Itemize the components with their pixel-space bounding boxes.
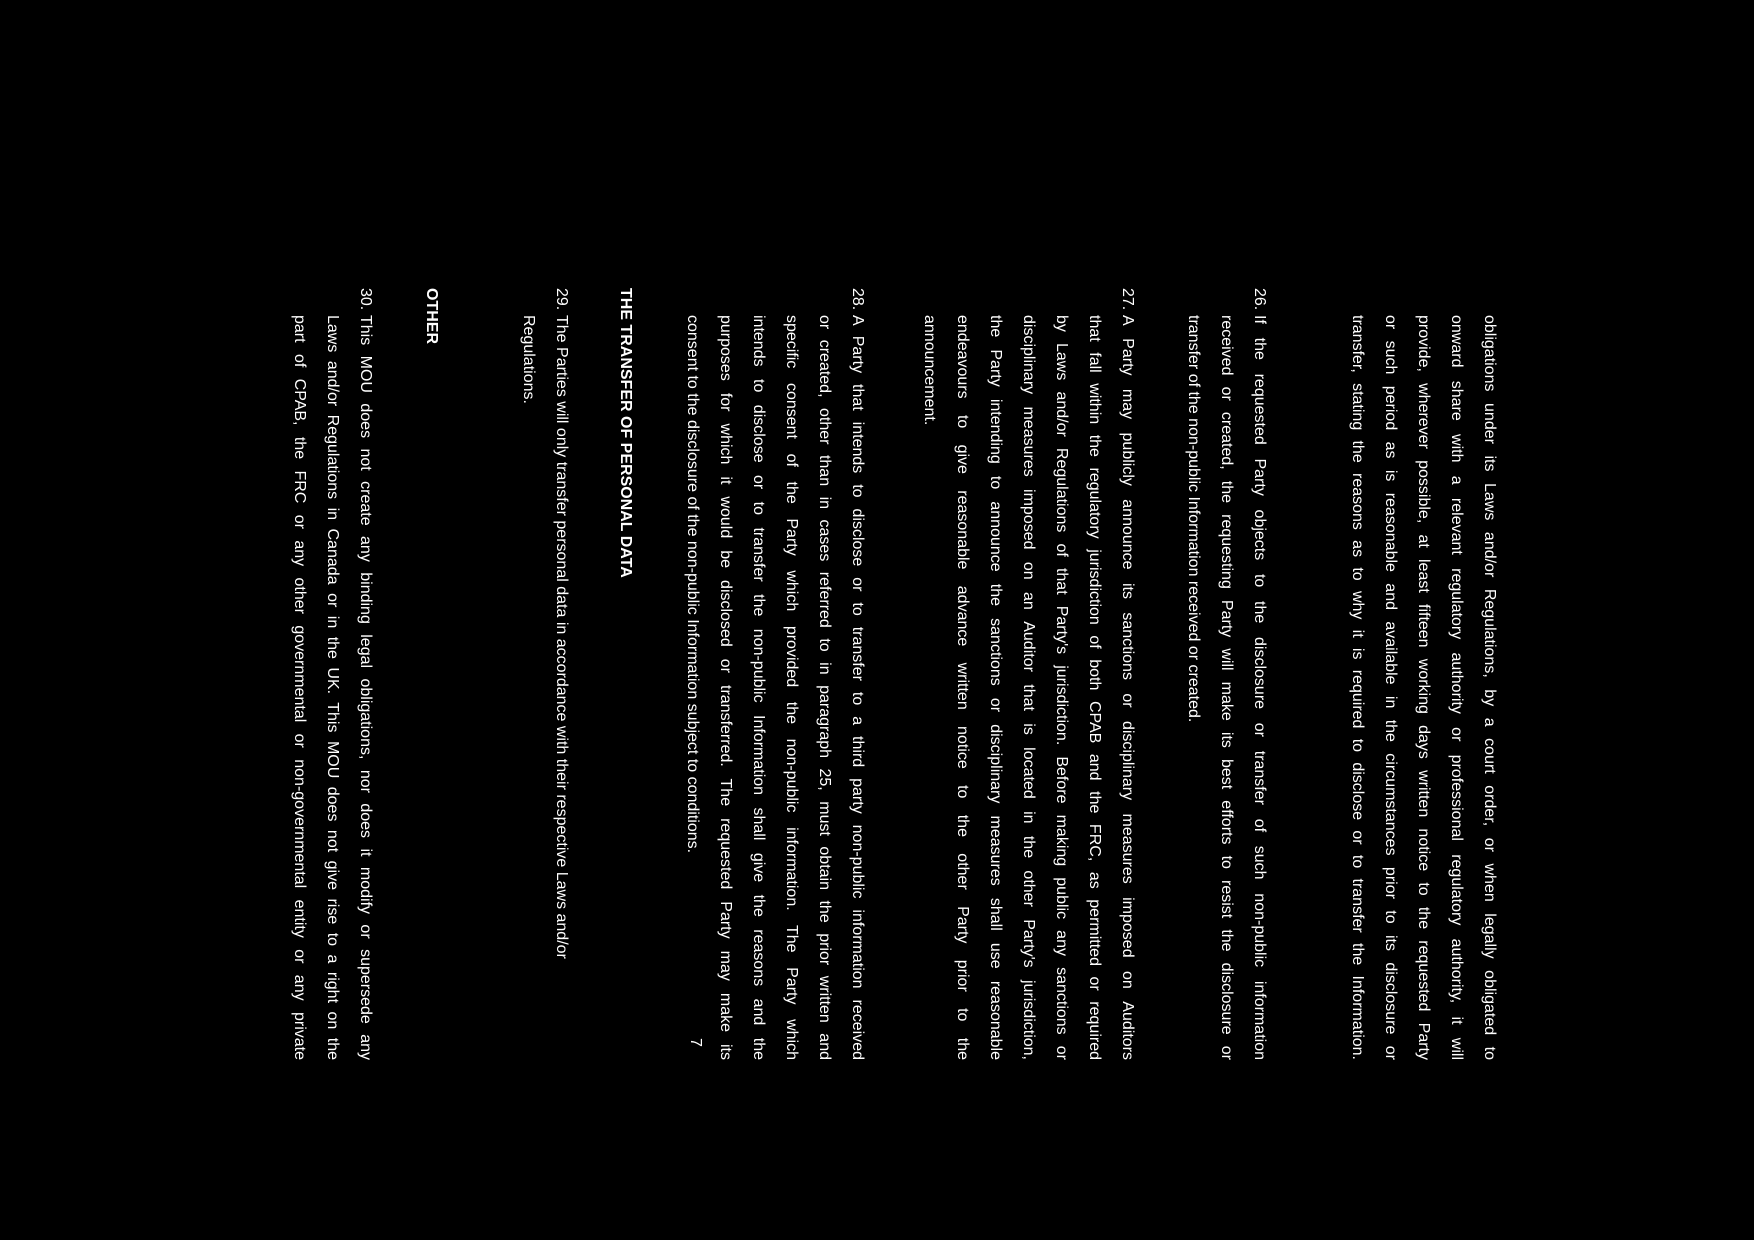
text-line: onward share with a relevant regulatory authority or professional regulatory authority, it will (1448, 315, 1465, 1060)
text-line: If the requested Party objects to the disclosure or transfer of such non-public information (1251, 315, 1268, 1060)
text-line: part of CPAB, the FRC or any other governmental or non-governmental entity or any private (291, 315, 308, 1060)
text-line: announcement. (921, 315, 938, 426)
text-line: endeavours to give reasonable advance written notice to the other Party prior to the (954, 315, 971, 1060)
page-number: 7 (687, 1038, 704, 1047)
text-line: This MOU does not create any binding legal obligations, nor does it modify or supersede any (357, 315, 374, 1060)
text-line: specific consent of the Party which provided the non-public information. The Party which (783, 315, 800, 1060)
paragraph-number: 30. (357, 288, 374, 311)
paragraph-number: 27. (1119, 288, 1136, 311)
text-line: provide, wherever possible, at least fifteen working days written notice to the requested Party (1415, 315, 1432, 1060)
text-line: A Party that intends to disclose or to transfer to a third party non-public information received (849, 315, 866, 1060)
text-line: A Party may publicly announce its sanctions or disciplinary measures imposed on Auditors (1119, 315, 1136, 1060)
text-line: Laws and/or Regulations in Canada or in the UK. This MOU does not give rise to a right on the (324, 315, 341, 1060)
text-line: The Parties will only transfer personal data in accordance with their respective Laws and/or (553, 315, 570, 959)
paragraph-number: 26. (1251, 288, 1268, 311)
text-line: or such period as is reasonable and available in the circumstances prior to its disclosure or (1382, 315, 1399, 1060)
text-line: by Laws and/or Regulations of that Party's jurisdiction. Before making public any sanctions or (1053, 315, 1070, 1060)
text-line: purposes for which it would be disclosed or transferred. The requested Party may make its (717, 315, 734, 1060)
text-line: the Party intending to announce the sanctions or disciplinary measures shall use reasonable (987, 315, 1004, 1060)
text-line: transfer, stating the reasons as to why it is required to disclose or to transfer the Information. (1349, 315, 1366, 1060)
section-heading-other: OTHER (423, 288, 440, 344)
text-line: transfer of the non-public Information received or created. (1185, 315, 1202, 723)
text-line: that fall within the regulatory jurisdiction of both CPAB and the FRC, as permitted or required (1086, 315, 1103, 1060)
paragraph-number: 28. (849, 288, 866, 311)
text-line: Regulations. (520, 315, 537, 404)
text-line: intends to disclose or to transfer the non-public Information shall give the reasons and the (750, 315, 767, 1060)
text-line: or created, other than in cases referred to in paragraph 25, must obtain the prior written and (816, 315, 833, 1060)
text-line: disciplinary measures imposed on an Auditor that is located in the other Party's jurisdiction, (1020, 315, 1037, 1060)
text-line: received or created, the requesting Party will make its best efforts to resist the disclosure or (1218, 315, 1235, 1060)
section-heading-personal-data: THE TRANSFER OF PERSONAL DATA (617, 288, 634, 578)
text-line: obligations under its Laws and/or Regulations, by a court order, or when legally obligated to (1481, 315, 1498, 1060)
text-line: consent to the disclosure of the non-public Information subject to conditions. (684, 315, 701, 854)
paragraph-number: 29. (553, 288, 570, 311)
